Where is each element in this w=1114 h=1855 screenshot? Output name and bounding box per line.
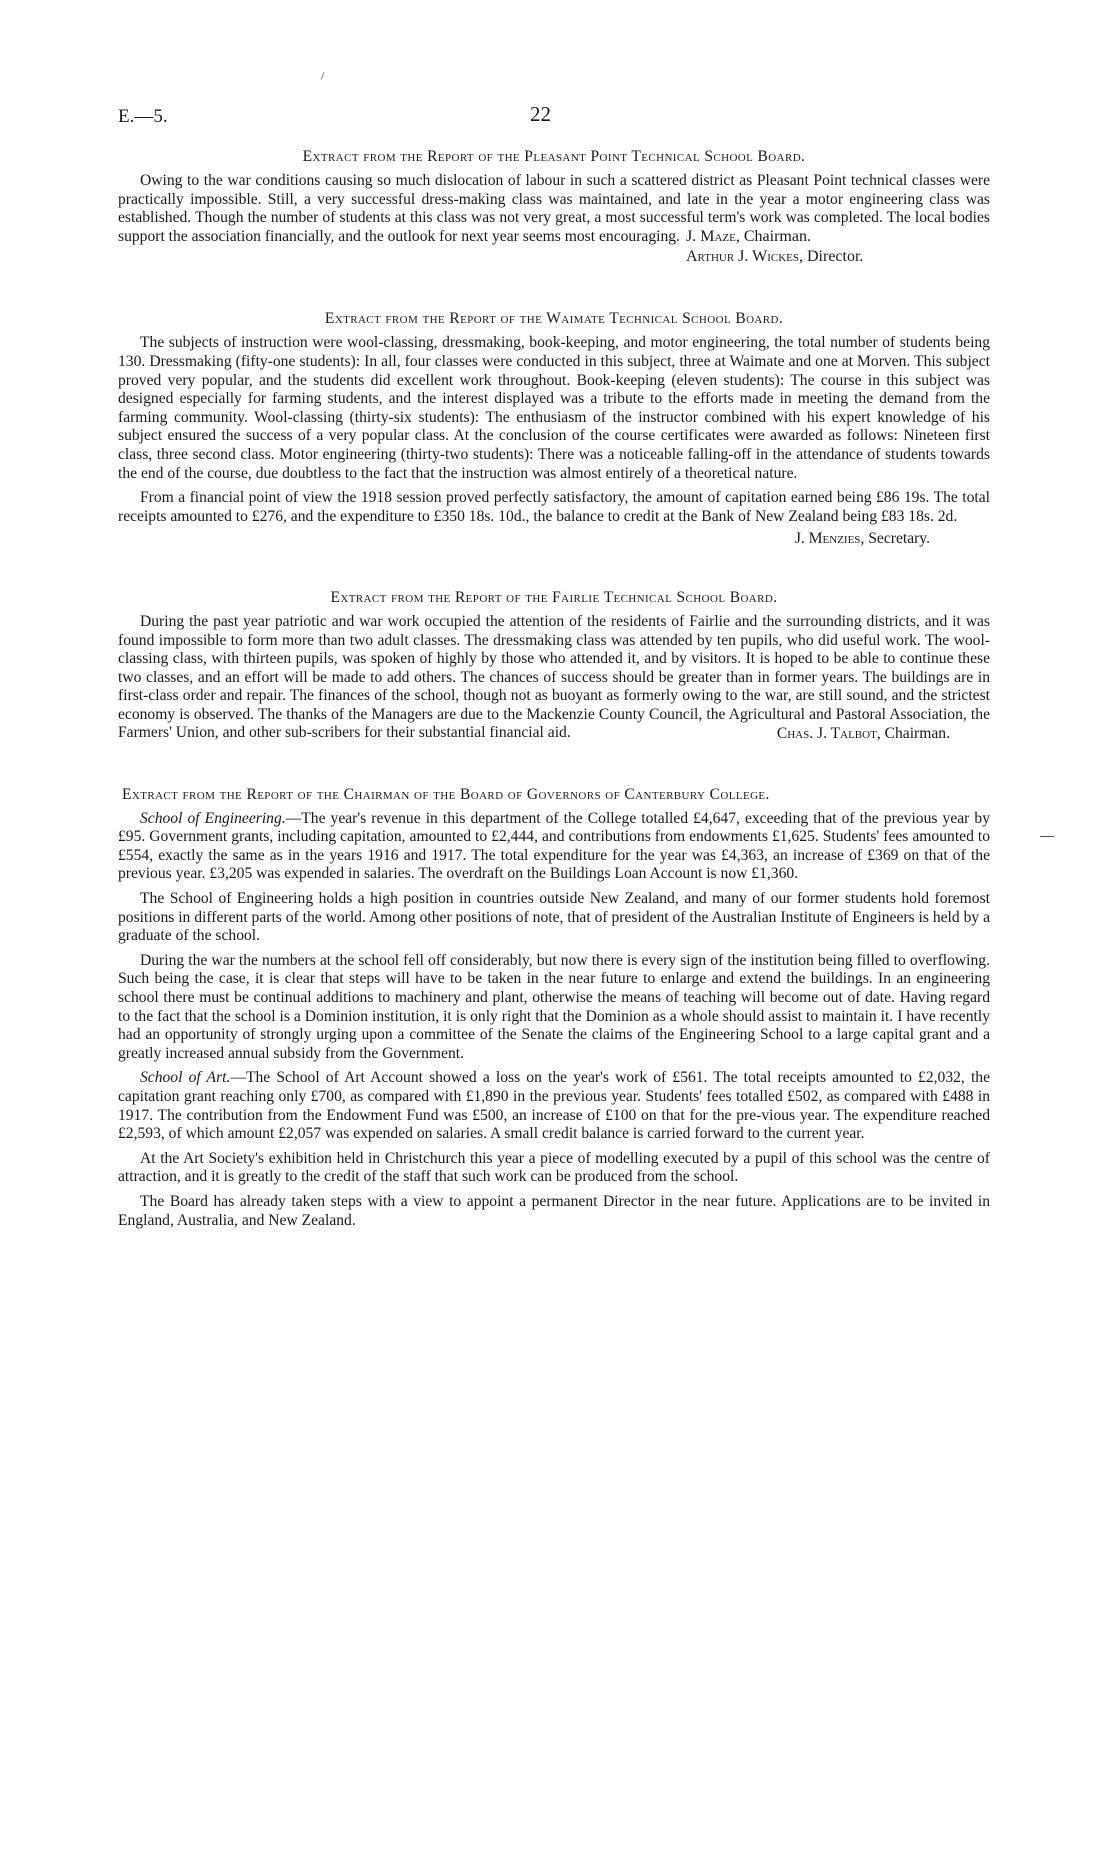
paragraph-art [118,1069,990,1143]
subheading-engineering: School of Engineering. [140,809,286,827]
running-head [118,100,990,134]
signatory-name: Arthur J. Wickes [686,248,799,266]
paragraph: Owing to the war conditions causing so much dislocation of labour in such a scattered district as Pleasant Point technical classes were practically impossible. Still, a very successful dress-making class was maintained, and late in the year a motor engineering class was established. Though the number of students at this class was not very great, a most successful term's work was completed. The local bodies support the association financially, and the outlook for next year seems most encouraging. [118,172,990,245]
section-title: Extract from the Report of the Chairman of the Board of Governors of Canterbury College. [122,785,770,803]
paragraph: During the past year patriotic and war work occupied the attention of the residents of Fairlie and the surrounding districts, and it was found impossible to form more than two adult classes. The dressmaking class was attended by ten pupils, who did useful work. The wool-classing class, with thirteen pupils, was spoken of highly by those who attended it, and by visitors. It is hoped to be able to continue these two classes, and an effort will be made to add others. The chances of success should be greater than in former years. The buildings are in first-class order and repair. The finances of the school, though not as buoyant as formerly owing to the war, are still sound, and the strictest economy is observed. The thanks of the Managers are due to the Mackenzie County Council, the Agricultural and Pastoral Association, the Farmers' Union, and other sub-scribers for their substantial financial aid. [118,612,990,742]
signature-line [118,530,990,549]
signature-line [686,228,811,246]
signatory-role: , Secretary. [860,530,930,548]
document-page [118,100,990,1230]
paragraph-engineering [118,810,990,884]
section-fairlie [118,589,990,744]
paragraph: The Board has already taken steps with a view to appoint a permanent Director in the near future. Applications are to be invited in England, Australia, and New Zealand. [118,1192,990,1229]
paragraph: At the Art Society's exhibition held in Christchurch this year a piece of modelling executed by a pupil of this school was the centre of attraction, and it is greatly to the credit of the staff that such work can be produced from the school. [118,1149,990,1186]
signatory-name: J. Maze [686,228,736,246]
signature-block [118,228,990,272]
section-waimate [118,310,990,549]
engineering-text: —The year's revenue in this department of the College totalled £4,647, exceeding that of the previous year by £95. Government grants, including capitation, amounted to £2,444, and contributions from endowments £1,625. Students' fees amounted to £554, exactly the same as in the years 1916 and 1917. The total expenditure for the year was £4,363, an increase of £369 on that of the previous year. £3,205 was expended in salaries. The overdraft on the Buildings Loan Account is now £1,360. [118,809,990,883]
signature-line [686,248,863,266]
paragraph: During the war the numbers at the school fell off considerably, but now there is every sign of the institution being filled to overflowing. Such being the case, it is clear that steps will have to be taken in the near future to enlarge and extend the buildings. In an engineering school there must be continual additions to machinery and plant, otherwise the means of teaching will become out of date. Having regard to the fact that the school is a Dominion institution, it is only right that the Dominion as a whole should assist to maintain it. I have recently had an opportunity of strongly urging upon a committee of the Senate the claims of the Engineering School to a large capital grant and a greatly increased annual subsidy from the Government. [118,951,990,1062]
signatory-name: J. Menzies [794,530,861,548]
section-canterbury-college [118,786,990,1230]
page-number: 22 [530,102,551,126]
signatory-role: , Director. [799,248,864,266]
section-title: Extract from the Report of the Waimate Technical School Board. [324,310,784,328]
paragraph: From a financial point of view the 1918 session proved perfectly satisfactory, the amount of capitation earned being £86 19s. The total receipts amounted to £276, and the expenditure to £350 18s. 10d., the balance to credit at the Bank of New Zealand being £83 18s. 2d. [118,489,990,525]
signatory-name: Chas. J. Talbot [776,725,877,743]
scan-speck [321,72,325,80]
section-pleasant-point [118,148,990,272]
section-title: Extract from the Report of the Fairlie Technical School Board. [330,588,778,606]
art-text: —The School of Art Account showed a loss on the year's work of £561. The total receipts amounted to £2,032, the capitation grant reaching only £700, as compared with £1,890 in the previous year. Students' fees totalled £502, as compared with £488 in 1917. The contribution from the Endowment Fund was £500, an increase of £100 on that for the pre-vious year. The expenditure reached £2,593, of which amount £2,057 was expended on salaries. A small credit balance is carried forward to the current year. [118,1069,990,1143]
subheading-art: School of Art. [140,1069,231,1087]
document-reference: E.—5. [118,106,168,127]
paragraph: The School of Engineering holds a high position in countries outside New Zealand, and many of our former students hold foremost positions in different parts of the world. Among other positions of note, that of president of the Australian Institute of Engineers is held by a graduate of the school. [118,890,990,945]
signatory-role: , Chairman. [876,725,950,743]
section-title: Extract from the Report of the Pleasant Point Technical School Board. [302,148,806,165]
signatory-role: , Chairman. [735,228,811,246]
paragraph: The subjects of instruction were wool-classing, dressmaking, book-keeping, and motor engineering, the total number of students being 130. Dressmaking (fifty-one students): In all, four classes were conducted in this subject, three at Waimate and one at Morven. This subject proved very popular, and the students did excellent work throughout. Book-keeping (eleven students): The course in this subject was designed especially for farming students, and the interest displayed was a tribute to the efforts made in meeting the demand from the farming community. Wool-classing (thirty-six students): The enthusiasm of the instructor combined with his expert knowledge of his subject ensured the success of a very popular class. At the conclusion of the course certificates were awarded as follows: Nineteen first class, three second class. Motor engineering (thirty-two students): There was a noticeable falling-off in the attendance of students towards the end of the course, due doubtless to the fact that the instruction was almost entirely of a theoretical nature. [118,334,990,482]
margin-mark [1040,836,1054,837]
